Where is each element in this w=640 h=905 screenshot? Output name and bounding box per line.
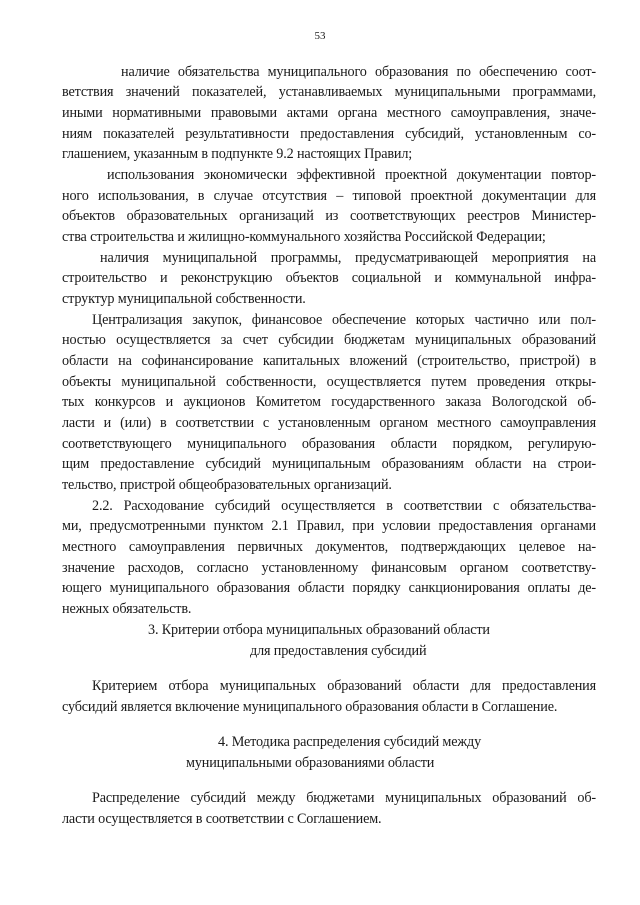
paragraph-line: ного использования, в случае отсутствия – типовой проектной документации для [62,188,596,204]
section-4-text-line: ласти осуществляется в соответствии с Соглашением. [62,811,382,827]
paragraph-line: глашением, указанным в подпункте 9.2 настоящих Правил; [62,146,413,162]
page-number: 53 [314,30,326,42]
paragraph-line: ниям показателей результативности предоставления субсидий, установленным со- [62,126,596,142]
paragraph-line: соответствующего муниципального образования области порядком, регулирую- [62,436,596,452]
paragraph-line: наличие обязательства муниципального образования по обеспечению соот- [121,64,596,80]
section-3-text-line: субсидий является включение муниципального образования области в Соглашение. [62,699,558,715]
paragraph-line: ми, предусмотренными пунктом 2.1 Правил, при условии предоставления органами [62,518,596,534]
paragraph-line: структур муниципальной собственности. [62,291,306,307]
paragraph-line: ющего муниципального образования области порядку санкционирования оплаты де- [62,580,596,596]
paragraph-line: иными нормативными правовыми актами органа местного самоуправления, значе- [62,105,596,121]
paragraph-line: области на софинансирование капитальных вложений (строительство, пристрой) в [62,353,596,369]
paragraph-line: щим предоставление субсидий муниципальным образованиям области на строи- [62,456,596,472]
paragraph-line: тых конкурсов и аукционов Комитетом государственного заказа Вологодской об- [62,394,596,410]
paragraph-line: наличия муниципальной программы, предусматривающей мероприятия на [100,250,596,266]
paragraph-line: 2.2. Расходование субсидий осуществляется в соответствии с обязательства- [92,498,596,514]
paragraph-line: местного самоуправления первичных документов, подтверждающих целевое на- [62,539,596,555]
paragraph-line: использования экономически эффективной проектной документации повтор- [107,167,596,183]
paragraph-line: объектов образовательных организаций из соответствующих реестров Министер- [62,208,596,224]
paragraph-line: ства строительства и жилищно-коммунального хозяйства Российской Федерации; [62,229,546,245]
paragraph-line: объекты муниципальной собственности, осуществляется путем проведения откры- [62,374,596,390]
paragraph-line: тельство, пристрой общеобразовательных организаций. [62,477,392,493]
paragraph-line: ветствия значений показателей, устанавливаемых муниципальными программами, [62,84,596,100]
paragraph-line: ностью осуществляется за счет субсидии бюджетам муниципальных образований [62,332,596,348]
section-3-heading-continued: для предоставления субсидий [250,643,427,659]
section-4-heading: 4. Методика распределения субсидий между [218,734,482,750]
paragraph-line: Централизация закупок, финансовое обеспечение которых частично или пол- [92,312,596,328]
paragraph-line: ласти и (или) в соответствии с установленным органом местного самоуправления [62,415,596,431]
paragraph-line: значение расходов, согласно установленному финансовым органом соответству- [62,560,596,576]
section-3-heading: 3. Критерии отбора муниципальных образований области [148,622,490,638]
paragraph-line: строительство и реконструкцию объектов социальной и коммунальной инфра- [62,270,596,286]
section-4-text-line: Распределение субсидий между бюджетами муниципальных образований об- [92,790,596,806]
section-3-text-line: Критерием отбора муниципальных образований области для предоставления [92,678,596,694]
paragraph-line: нежных обязательств. [62,601,192,617]
section-4-heading-continued: муниципальными образованиями области [186,755,435,771]
